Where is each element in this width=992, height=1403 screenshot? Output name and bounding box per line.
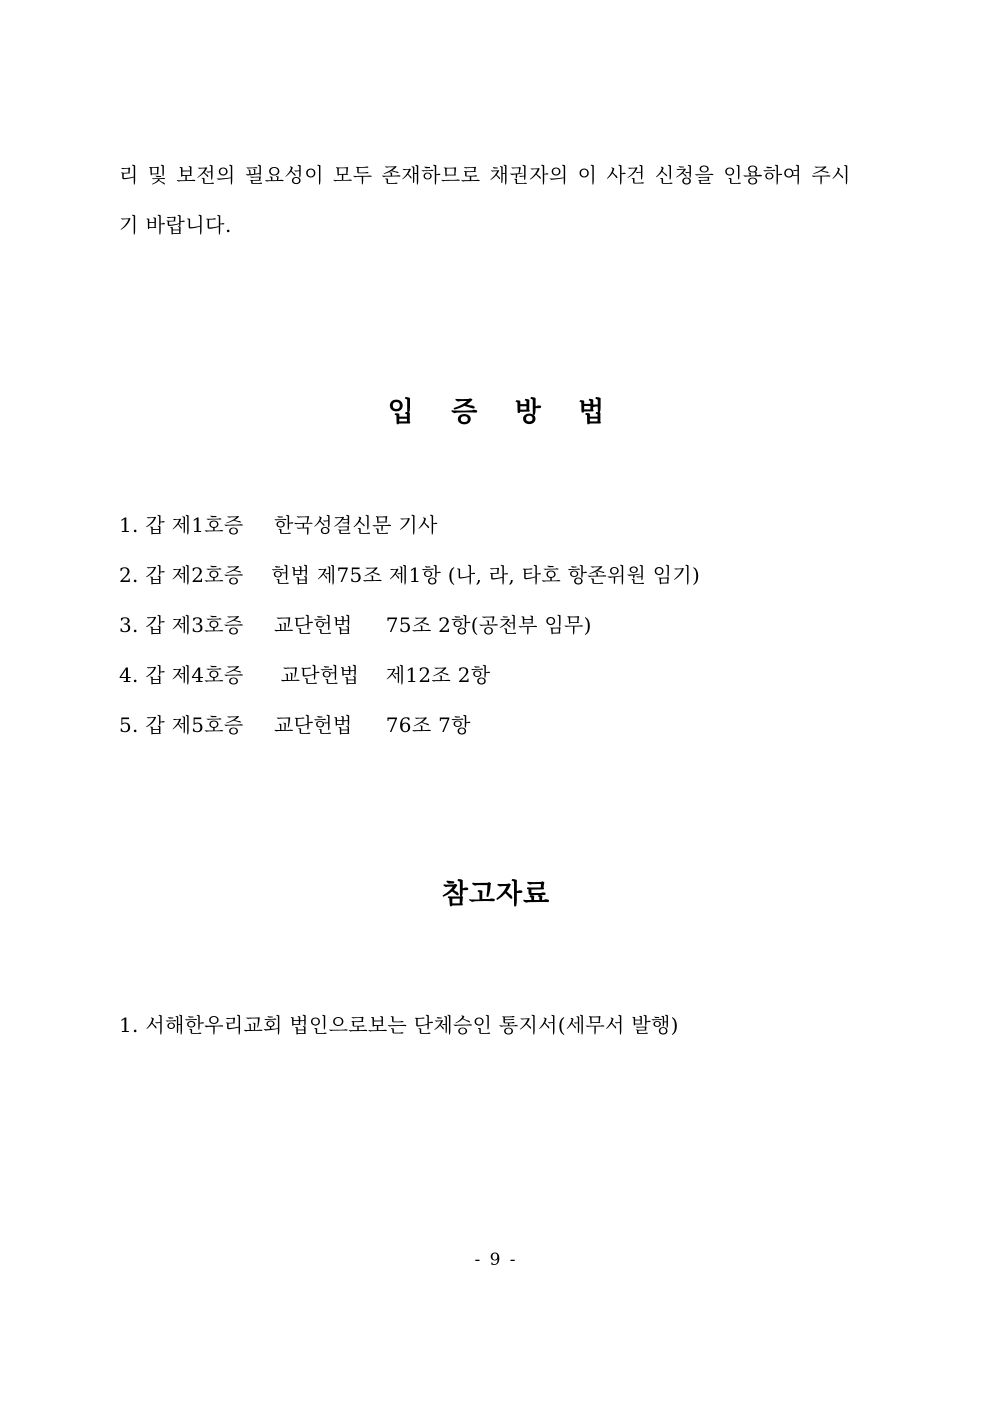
evidence-description: 교단헌법 제12조 2항 xyxy=(274,663,491,687)
evidence-description: 교단헌법 76조 7항 xyxy=(274,713,471,737)
evidence-description: 헌법 제75조 제1항 (나, 라, 타호 항존위원 임기) xyxy=(271,563,701,587)
evidence-item xyxy=(119,712,700,762)
body-text-line-1: 리 및 보전의 필요성이 모두 존재하므로 채권자의 이 사건 신청을 인용하여 주시 xyxy=(119,163,851,187)
evidence-code: 5. 갑 제5호증 xyxy=(119,713,244,737)
evidence-description: 교단헌법 75조 2항(공천부 임무) xyxy=(274,613,592,637)
reference-item: 1. 서해한우리교회 법인으로보는 단체승인 통지서(세무서 발행) xyxy=(119,1013,679,1037)
body-text-line-2: 기 바랍니다. xyxy=(119,213,232,237)
page-number: - 9 - xyxy=(474,1250,518,1270)
evidence-item xyxy=(119,662,700,712)
references-section-title: 참고자료 xyxy=(441,879,551,910)
evidence-section-title: 입 증 방 법 xyxy=(387,397,619,428)
references-list xyxy=(119,1012,679,1038)
evidence-list xyxy=(119,512,700,762)
evidence-item xyxy=(119,612,700,662)
evidence-code: 3. 갑 제3호증 xyxy=(119,613,244,637)
evidence-code: 2. 갑 제2호증 xyxy=(119,563,244,587)
evidence-item xyxy=(119,512,700,562)
evidence-description: 한국성결신문 기사 xyxy=(274,513,438,537)
evidence-code: 1. 갑 제1호증 xyxy=(119,513,244,537)
evidence-code: 4. 갑 제4호증 xyxy=(119,663,244,687)
evidence-item xyxy=(119,562,700,612)
